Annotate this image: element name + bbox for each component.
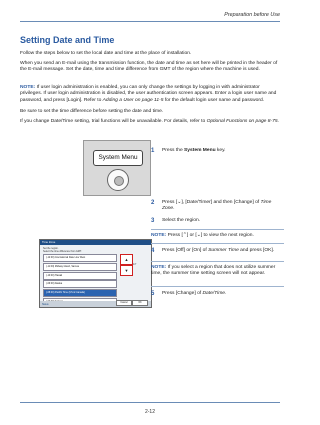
step-number: 2 — [151, 200, 155, 206]
note-rule-bottom — [151, 243, 284, 244]
intro-paragraph-3: Be sure to set the time difference before setting the date and time. — [20, 109, 164, 114]
step-2-setting-name: Time Zone — [162, 200, 272, 212]
step-2-text-d: . — [173, 206, 175, 212]
step-1-key-name: System Menu — [184, 148, 216, 153]
note-2-text-b: ] or [ — [186, 233, 197, 238]
footer-rule — [20, 402, 280, 403]
step-4-setting-name: Summer Time — [208, 248, 239, 253]
step-number: 1 — [151, 148, 155, 154]
note-login-admin — [20, 85, 282, 104]
step-5-text-c: . — [225, 291, 227, 296]
page-indicator: 1/7 — [133, 263, 137, 266]
step-5-text-a: Press [Change] of — [162, 291, 202, 296]
note-3-text: If you select a region that does not utilize summer time, the summer time setting screen will not appear. — [151, 265, 276, 277]
note-rule-top — [151, 229, 284, 230]
step-4 — [151, 248, 284, 254]
screen-hint — [43, 247, 82, 253]
chevron-down-icon: ⌄ — [177, 200, 182, 205]
chevron-up-icon: ⌃ — [182, 233, 187, 238]
step-2-text-a: Press [ — [162, 200, 178, 205]
step-1-text-a: Press the — [162, 148, 183, 153]
screen-hint-2: Select the time difference from GMT. — [43, 250, 82, 253]
region-row: (-11:00) Midway Island, Samoa — [43, 263, 117, 271]
step-4-text-c: and press [OK]. — [240, 248, 275, 253]
note-label: NOTE: — [151, 265, 167, 270]
screen-title: Time Zone — [40, 240, 151, 245]
region-row-selected: (-08:00) Pacific Time (US & Canada) — [43, 289, 117, 297]
region-row: (-09:00) Alaska — [43, 280, 117, 288]
note-rule-bottom — [151, 286, 284, 287]
step-number: 5 — [151, 291, 155, 297]
note-scroll — [151, 233, 284, 239]
section-title: Setting Date and Time — [20, 35, 115, 45]
note-rule-top — [151, 261, 284, 262]
note-text-b: for the default login user name and password. — [164, 97, 265, 103]
note-text-a: If user login administration is enabled, you can only change the settings by logging in with administrator privileges. If user login administration is disabled, the user authentication screen appears. Enter a login user name and password, and press [Login]. Refer to — [20, 85, 277, 103]
screen-hint-1: Set the region. — [43, 247, 59, 250]
intro-paragraph-2: When you send an E-mail using the transmission function, the date and time as set here will be printed in the header of the E-mail message. Set the date, time and time difference from GMT of the region where the machine is used. — [20, 61, 278, 73]
running-title: Preparation before Use — [224, 12, 280, 18]
region-list — [43, 254, 117, 307]
p4-link[interactable]: Optional Functions on page 8-75 — [206, 119, 278, 124]
note-link[interactable]: Adding a User on page 11-5 — [102, 97, 164, 103]
region-row: (-10:00) Hawaii — [43, 272, 117, 280]
p4-text-b: . — [277, 119, 279, 124]
chevron-down-icon: ⌄ — [196, 233, 201, 238]
step-4-text-a: Press [Off] or [On] of — [162, 248, 207, 253]
scroll-up-icon: ▲ — [120, 254, 133, 265]
screen-cancel-button: Cancel — [116, 300, 132, 306]
intro-paragraph-4 — [20, 119, 282, 125]
p4-text-a: If you change Date/Time setting, trial functions will be unavailable. For details, refer to — [20, 119, 206, 124]
step-5-setting-name: Date/Time — [202, 291, 226, 296]
step-3-text: Select the region. — [162, 218, 201, 223]
note-2-text-c: ] to view the next region. — [200, 233, 254, 238]
region-row: (-12:00) International Date Line West — [43, 254, 117, 262]
dial-icon — [107, 169, 129, 191]
screen-status: Status — [42, 304, 49, 306]
step-1-text-c: key. — [216, 148, 226, 153]
step-5 — [151, 291, 284, 297]
note-2-text-a: Press [ — [167, 233, 183, 238]
system-menu-key: System Menu — [93, 150, 143, 166]
page-number: 2-12 — [144, 409, 155, 415]
note-label: NOTE: — [151, 233, 167, 238]
step-1 — [151, 148, 284, 154]
step-number: 3 — [151, 218, 155, 224]
region-scroll-controls — [120, 254, 146, 298]
step-number: 4 — [151, 248, 155, 254]
note-label: NOTE: — [20, 85, 36, 90]
screen-ok-button: OK — [132, 300, 148, 306]
step-3 — [151, 218, 284, 224]
step-2 — [151, 200, 284, 212]
intro-paragraph-1: Follow the steps below to set the local date and time at the place of installation. — [20, 51, 192, 56]
screen-bottom-bar — [40, 301, 151, 307]
scroll-down-icon: ▼ — [120, 265, 133, 276]
header-rule — [20, 21, 280, 22]
step-2-text-b: ], [Date/Timer] and then [Change] of — [181, 200, 260, 205]
system-menu-key-image — [83, 140, 151, 196]
time-zone-screen-image — [39, 239, 155, 308]
note-summer-time — [151, 265, 284, 277]
